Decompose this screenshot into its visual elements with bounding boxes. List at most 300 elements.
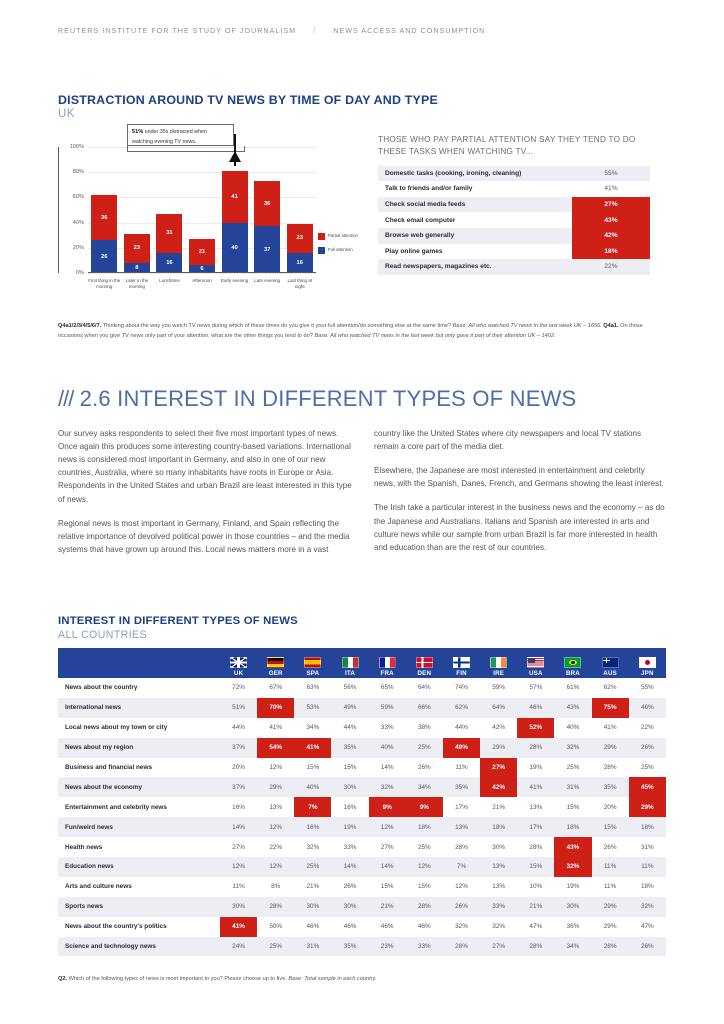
chart1-title: DISTRACTION AROUND TV NEWS BY TIME OF DAY AND TYPE	[58, 93, 438, 107]
tasks-panel	[378, 134, 650, 275]
country-value-cell: 16%	[343, 803, 357, 811]
country-value-cell: 27%	[480, 758, 517, 778]
body-paragraph: country like the United States where city newspapers and local TV stations remain a core part of the media diet.	[374, 429, 642, 452]
table-row	[58, 937, 666, 957]
flag-wrap	[257, 648, 294, 678]
body-paragraph: The Irish take a particular interest in the business news and the economy – as do the Japanese and Australians. Italians and Spanish are interested in arts and culture news while our sample from urban Brazil is far more interested in health and education than are the rest of our countries.	[374, 503, 665, 552]
country-value-cell: 19%	[529, 764, 543, 771]
country-value-cell: 19%	[566, 883, 580, 891]
body-column-right	[374, 427, 666, 565]
country-value-cell: 24%	[220, 937, 257, 957]
table-row	[378, 259, 650, 275]
x-tick-label: Last thing at night	[287, 278, 313, 290]
country-value-cell: 46%	[306, 923, 320, 931]
country-value-cell: 12%	[269, 764, 283, 771]
country-value-cell: 33%	[480, 897, 517, 917]
legend-label: Partial attention	[328, 233, 358, 238]
country-value-cell: 66%	[406, 698, 443, 718]
flag-wrap	[369, 648, 406, 678]
flag-icon-spa	[304, 657, 321, 668]
x-tick-label: Lunchtime	[159, 278, 180, 283]
bar-segment-partial: 31	[156, 214, 182, 253]
x-tick-label: First thing in the morning	[88, 278, 121, 290]
country-table-header	[58, 648, 666, 678]
table-row	[58, 718, 666, 738]
body-paragraph: Elsewhere, the Japanese are most interested in entertainment and celebrity news, with the Spanish, Danes, French, and Germans showing the least interest.	[374, 466, 664, 489]
table-row	[58, 758, 666, 778]
country-value-cell: 45%	[629, 777, 666, 797]
country-value-cell: 44%	[343, 724, 357, 732]
country-column-header-bra	[554, 648, 591, 678]
country-value-cell: 21%	[369, 897, 406, 917]
country-value-cell: 14%	[331, 857, 368, 877]
bar-group	[88, 147, 121, 273]
country-value-cell: 12%	[257, 817, 294, 837]
section-number: 2.6	[79, 386, 111, 411]
stacked-bar	[124, 234, 150, 273]
flag-icon-jpn	[639, 657, 656, 668]
country-value-cell: 13%	[443, 817, 480, 837]
plot-area	[88, 147, 316, 273]
table-row	[58, 817, 666, 837]
chart1-footnote	[58, 322, 658, 341]
country-value-cell: 23%	[369, 937, 406, 957]
stacked-bar	[189, 239, 215, 273]
bar-group	[153, 147, 186, 273]
bar-series	[88, 147, 316, 273]
chart1-footnote-q1-label: Q4a1/2/3/4/5/6/7.	[58, 323, 102, 329]
country-value-cell: 34%	[554, 937, 591, 957]
country-value-cell: 46%	[343, 923, 357, 931]
y-tick-label: 20%	[72, 244, 84, 251]
tasks-table	[378, 166, 650, 275]
stacked-bar	[91, 195, 117, 273]
country-table-corner	[58, 648, 220, 678]
task-label: Domestic tasks (cooking, ironing, cleaning)	[378, 166, 572, 182]
country-value-cell: 28%	[517, 738, 554, 758]
task-value: 43%	[572, 212, 650, 228]
country-code-label: GER	[268, 669, 283, 677]
country-code-label: FIN	[456, 669, 467, 677]
country-column-header-ger	[257, 648, 294, 678]
country-value-cell: 50%	[269, 923, 283, 931]
task-label: Play online games	[385, 247, 443, 255]
country-column-header-jpn	[629, 648, 666, 678]
bar-group	[251, 147, 284, 273]
stacked-bar	[156, 214, 182, 273]
country-value-cell: 18%	[629, 817, 666, 837]
legend-swatch	[318, 247, 325, 254]
country-value-cell: 11%	[592, 857, 629, 877]
country-value-cell: 7%	[443, 857, 480, 877]
country-value-cell: 34%	[406, 777, 443, 797]
country-value-cell: 11%	[232, 883, 245, 891]
country-value-cell: 56%	[343, 684, 357, 692]
bar-segment-full: 37	[254, 226, 280, 273]
legend-label: Full attention	[328, 247, 353, 252]
country-value-cell: 28%	[455, 843, 468, 851]
y-tick-label: 80%	[72, 169, 84, 176]
country-value-cell: 20%	[232, 764, 245, 771]
country-value-cell: 41%	[517, 777, 554, 797]
y-tick-label: 0%	[75, 270, 84, 276]
flag-icon-bra	[564, 657, 581, 668]
news-type-label: News about the country's politics	[65, 923, 167, 931]
country-value-cell: 42%	[480, 777, 517, 797]
country-value-cell: 20%	[603, 803, 617, 811]
country-value-cell: 43%	[554, 698, 591, 718]
bar-group	[186, 147, 219, 273]
country-value-cell: 28%	[443, 937, 480, 957]
country-value-cell: 46%	[417, 923, 431, 931]
country-value-cell: 18%	[406, 817, 443, 837]
country-value-cell: 52%	[517, 718, 554, 738]
country-value-cell: 43%	[554, 837, 591, 857]
country-code-label: UK	[233, 669, 244, 677]
country-value-cell: 13%	[480, 857, 517, 877]
country-value-cell: 26%	[629, 937, 666, 957]
country-value-cell: 22%	[640, 724, 654, 732]
flag-icon-ire	[490, 657, 507, 668]
flag-wrap	[331, 648, 368, 678]
stacked-bar	[287, 224, 313, 273]
chart1-subtitle: UK	[58, 108, 75, 120]
bar-segment-partial: 36	[91, 195, 117, 240]
country-value-cell: 17%	[455, 803, 468, 811]
country-value-cell: 30%	[554, 897, 591, 917]
chart1-footnote-q1-text: Thinking about the way you watch TV news during which of these times do you give it your full attention/do something else at the same time?	[101, 323, 453, 329]
chart1-footnote-q2-base: Base: All who watched TV news in the last week but only gave it part of their attention UK – 1402.	[314, 332, 556, 339]
country-value-cell: 19%	[331, 817, 368, 837]
task-value: 41%	[604, 185, 618, 193]
flag-icon-den	[416, 657, 433, 668]
country-value-cell: 57%	[529, 684, 543, 692]
chart2-title: INTEREST IN DIFFERENT TYPES OF NEWS	[58, 615, 298, 627]
bar-segment-partial: 23	[124, 234, 150, 263]
flag-icon-fin	[453, 657, 470, 668]
country-value-cell: 25%	[257, 937, 294, 957]
legend-item	[318, 247, 368, 254]
callout-arrow-icon	[229, 151, 241, 162]
country-column-header-uk	[220, 648, 257, 678]
country-value-cell: 8%	[271, 883, 281, 891]
country-value-cell: 28%	[257, 897, 294, 917]
country-value-cell: 47%	[640, 923, 654, 931]
country-value-cell: 21%	[492, 803, 506, 811]
y-tick-label: 40%	[72, 219, 84, 226]
chart2-subtitle: ALL COUNTRIES	[58, 629, 147, 641]
country-code-label: FRA	[380, 669, 394, 677]
chart-legend	[318, 233, 368, 261]
body-paragraph: Our survey asks respondents to select their five most important types of news. Once again this produces some interesting country-based variations. International news is considered most important in Germany, and also in one of our new countries, Australia, where so many inhabitants have roots in Europe or Asia. Respondents in the United States and urban Brazil are least interested in this type of news.	[58, 429, 352, 504]
flag-wrap	[220, 648, 257, 678]
running-header-right: NEWS ACCESS AND CONSUMPTION	[333, 27, 486, 35]
task-value: 55%	[572, 166, 650, 182]
news-type-label: News about my region	[58, 738, 220, 758]
flag-icon-aus	[602, 657, 619, 668]
country-value-cell: 16%	[232, 803, 245, 811]
country-column-header-aus	[592, 648, 629, 678]
tasks-panel-heading: THOSE WHO PAY PARTIAL ATTENTION SAY THEY TEND TO DO THESE TASKS WHEN WATCHING TV...	[378, 135, 636, 157]
x-tick-label: Afternoon	[192, 278, 212, 283]
country-value-cell: 22%	[269, 843, 283, 851]
news-type-label: News about the country	[65, 684, 138, 692]
stacked-bar	[222, 171, 248, 273]
country-value-cell: 15%	[343, 764, 357, 771]
x-tick-label: Late evening	[254, 278, 281, 283]
section-heading	[58, 386, 576, 412]
running-header	[58, 27, 485, 35]
country-value-cell: 16%	[294, 817, 331, 837]
country-value-cell: 11%	[455, 764, 468, 771]
country-value-cell: 35%	[331, 738, 368, 758]
country-value-cell: 32%	[455, 923, 468, 931]
country-column-header-fin	[443, 648, 480, 678]
country-value-cell: 28%	[592, 937, 629, 957]
country-value-cell: 14%	[220, 817, 257, 837]
news-type-label: Entertainment and celebrity news	[65, 803, 167, 811]
country-value-cell: 53%	[294, 698, 331, 718]
country-value-cell: 13%	[269, 803, 283, 811]
country-value-cell: 33%	[380, 724, 394, 732]
country-value-cell: 21%	[306, 883, 320, 891]
country-value-cell: 59%	[492, 684, 506, 692]
flag-wrap	[443, 648, 480, 678]
country-value-cell: 27%	[480, 937, 517, 957]
country-value-cell: 41%	[294, 738, 331, 758]
country-value-cell: 28%	[603, 764, 617, 771]
flag-wrap	[592, 648, 629, 678]
country-value-cell: 25%	[640, 764, 654, 771]
bar-segment-full: 6	[189, 265, 215, 273]
country-value-cell: 27%	[380, 843, 394, 851]
table-row	[378, 166, 650, 182]
country-value-cell: 75%	[592, 698, 629, 718]
country-value-cell: 18%	[480, 817, 517, 837]
country-value-cell: 12%	[455, 883, 468, 891]
country-value-cell: 30%	[220, 897, 257, 917]
country-value-cell: 54%	[257, 738, 294, 758]
country-value-cell: 17%	[517, 817, 554, 837]
flag-wrap	[406, 648, 443, 678]
flag-icon-ita	[342, 657, 359, 668]
country-value-cell: 63%	[306, 684, 320, 692]
bar-segment-full: 8	[124, 263, 150, 273]
distraction-bar-chart	[58, 144, 368, 295]
country-value-cell: 28%	[406, 897, 443, 917]
flag-wrap	[554, 648, 591, 678]
bar-segment-full: 26	[91, 240, 117, 273]
country-value-cell: 46%	[629, 698, 666, 718]
country-value-cell: 33%	[406, 937, 443, 957]
country-value-cell: 35%	[443, 777, 480, 797]
country-value-cell: 29%	[480, 738, 517, 758]
country-value-cell: 25%	[566, 764, 580, 771]
chart1-footnote-q1-base: Base: All who watched TV news in the last week UK – 1656.	[452, 323, 602, 329]
table-row	[378, 197, 650, 213]
country-column-header-ire	[480, 648, 517, 678]
task-label: Read newspapers, magazines etc.	[378, 259, 572, 275]
chart2-footnote-label: Q2.	[58, 976, 68, 982]
country-value-cell: 30%	[492, 843, 506, 851]
bar-segment-partial: 36	[254, 181, 280, 226]
country-value-cell: 12%	[257, 857, 294, 877]
country-value-cell: 49%	[331, 698, 368, 718]
country-value-cell: 40%	[566, 724, 580, 732]
x-tick-label: Early evening	[220, 278, 249, 283]
country-value-cell: 31%	[554, 777, 591, 797]
task-value: 27%	[572, 197, 650, 213]
task-label: Check email computer	[385, 216, 456, 224]
task-value: 42%	[572, 228, 650, 244]
country-value-cell: 29%	[592, 738, 629, 758]
country-value-cell: 44%	[455, 724, 468, 732]
bar-segment-partial: 23	[287, 224, 313, 253]
country-value-cell: 74%	[455, 684, 468, 692]
country-value-cell: 37%	[220, 738, 257, 758]
body-paragraph: Regional news is most important in Germany, Finland, and Spain reflecting the relative importance of devolved political power in those countries – and the media systems that have grown up around this. Local news matters more in a vast	[58, 518, 350, 554]
country-value-cell: 9%	[369, 797, 406, 817]
country-code-label: IRE	[493, 669, 505, 677]
country-value-cell: 32%	[554, 857, 591, 877]
country-value-cell: 29%	[603, 923, 617, 931]
news-type-label: Fun/weird news	[58, 817, 220, 837]
country-value-cell: 14%	[380, 764, 394, 771]
country-value-cell: 29%	[592, 897, 629, 917]
bar-segment-full: 16	[287, 253, 313, 273]
country-column-header-fra	[369, 648, 406, 678]
callout-text: under 35s distracted when watching evening TV news.	[132, 129, 207, 145]
country-value-cell: 18%	[640, 883, 654, 891]
country-column-header-den	[406, 648, 443, 678]
country-value-cell: 26%	[417, 764, 431, 771]
country-column-header-usa	[517, 648, 554, 678]
bar-segment-partial: 41	[222, 171, 248, 223]
task-label: Talk to friends and/or family	[385, 185, 473, 193]
table-row	[58, 877, 666, 897]
country-value-cell: 46%	[380, 923, 394, 931]
y-tick-label: 100%	[69, 144, 84, 150]
country-value-cell: 40%	[369, 738, 406, 758]
country-value-cell: 15%	[306, 764, 320, 771]
country-value-cell: 28%	[529, 843, 543, 851]
task-value: 18%	[572, 244, 650, 260]
table-row	[58, 738, 666, 758]
country-value-cell: 35%	[331, 937, 368, 957]
country-value-cell: 11%	[629, 857, 666, 877]
country-value-cell: 10%	[529, 883, 543, 891]
table-row	[58, 777, 666, 797]
country-value-cell: 26%	[603, 843, 617, 851]
flag-icon-fra	[379, 657, 396, 668]
table-row	[58, 678, 666, 698]
country-value-cell: 46%	[517, 698, 554, 718]
country-value-cell: 32%	[629, 897, 666, 917]
country-value-cell: 65%	[380, 684, 394, 692]
task-label: Browse web generally	[378, 228, 572, 244]
legend-swatch	[318, 233, 325, 240]
country-value-cell: 25%	[294, 857, 331, 877]
chart2-footnote	[58, 975, 658, 985]
country-value-cell: 30%	[331, 777, 368, 797]
country-value-cell: 29%	[257, 777, 294, 797]
country-value-cell: 15%	[566, 803, 580, 811]
table-row	[378, 244, 650, 260]
news-type-label: Business and financial news	[65, 764, 153, 771]
country-value-cell: 42%	[492, 724, 506, 732]
country-value-cell: 67%	[269, 684, 283, 692]
bar-segment-full: 16	[156, 253, 182, 273]
chart2-footnote-text: Which of the following types of news is most important to you? Please choose up to five.	[67, 976, 289, 982]
country-value-cell: 31%	[640, 843, 654, 851]
table-row	[378, 228, 650, 244]
country-value-cell: 31%	[294, 937, 331, 957]
flag-wrap	[294, 648, 331, 678]
country-value-cell: 55%	[640, 684, 654, 692]
chart1-footnote-q2-text: On those occasions when you give TV news only part of your attention, what are the other things you tend to do?	[58, 323, 643, 339]
bar-segment-partial: 21	[189, 239, 215, 265]
country-value-cell: 41%	[269, 724, 283, 732]
news-type-label: Science and technology news	[58, 937, 220, 957]
chart2-footnote-base: Base: Total sample in each country.	[288, 976, 377, 982]
section-heading-text: INTEREST IN DIFFERENT TYPES OF NEWS	[117, 386, 577, 411]
table-row	[58, 897, 666, 917]
country-value-cell: 38%	[417, 724, 431, 732]
country-value-cell: 11%	[603, 883, 617, 891]
country-value-cell: 30%	[331, 897, 368, 917]
bar-segment-full: 40	[222, 223, 248, 273]
country-value-cell: 61%	[566, 684, 580, 692]
flag-wrap	[480, 648, 517, 678]
country-value-cell: 72%	[232, 684, 245, 692]
country-value-cell: 36%	[566, 923, 580, 931]
country-value-cell: 64%	[480, 698, 517, 718]
country-code-label: SPA	[306, 669, 320, 677]
country-value-cell: 44%	[232, 724, 245, 732]
country-code-label: AUS	[603, 669, 617, 677]
y-tick-label: 60%	[72, 194, 84, 201]
country-value-cell: 18%	[554, 817, 591, 837]
country-value-cell: 34%	[306, 724, 320, 732]
country-value-cell: 21%	[517, 897, 554, 917]
country-code-label: DEN	[417, 669, 432, 677]
interest-by-country-table	[58, 648, 666, 956]
country-value-cell: 41%	[220, 917, 257, 937]
country-value-cell: 30%	[294, 897, 331, 917]
country-value-cell: 9%	[406, 797, 443, 817]
country-code-label: USA	[528, 669, 543, 677]
country-code-label: BRA	[565, 669, 580, 677]
country-value-cell: 28%	[517, 937, 554, 957]
country-value-cell: 12%	[406, 857, 443, 877]
country-value-cell: 15%	[592, 817, 629, 837]
country-value-cell: 15%	[380, 883, 394, 891]
country-code-label: ITA	[344, 669, 356, 677]
country-value-cell: 35%	[592, 777, 629, 797]
country-value-cell: 25%	[417, 843, 431, 851]
table-row	[378, 181, 650, 197]
country-table-body	[58, 678, 666, 956]
news-type-label: Arts and culture news	[65, 883, 132, 891]
country-value-cell: 64%	[417, 684, 431, 692]
country-value-cell: 32%	[306, 843, 320, 851]
country-value-cell: 15%	[417, 883, 431, 891]
country-value-cell: 32%	[554, 738, 591, 758]
table-row	[58, 698, 666, 718]
country-value-cell: 70%	[257, 698, 294, 718]
table-row	[58, 797, 666, 817]
table-row	[378, 212, 650, 228]
